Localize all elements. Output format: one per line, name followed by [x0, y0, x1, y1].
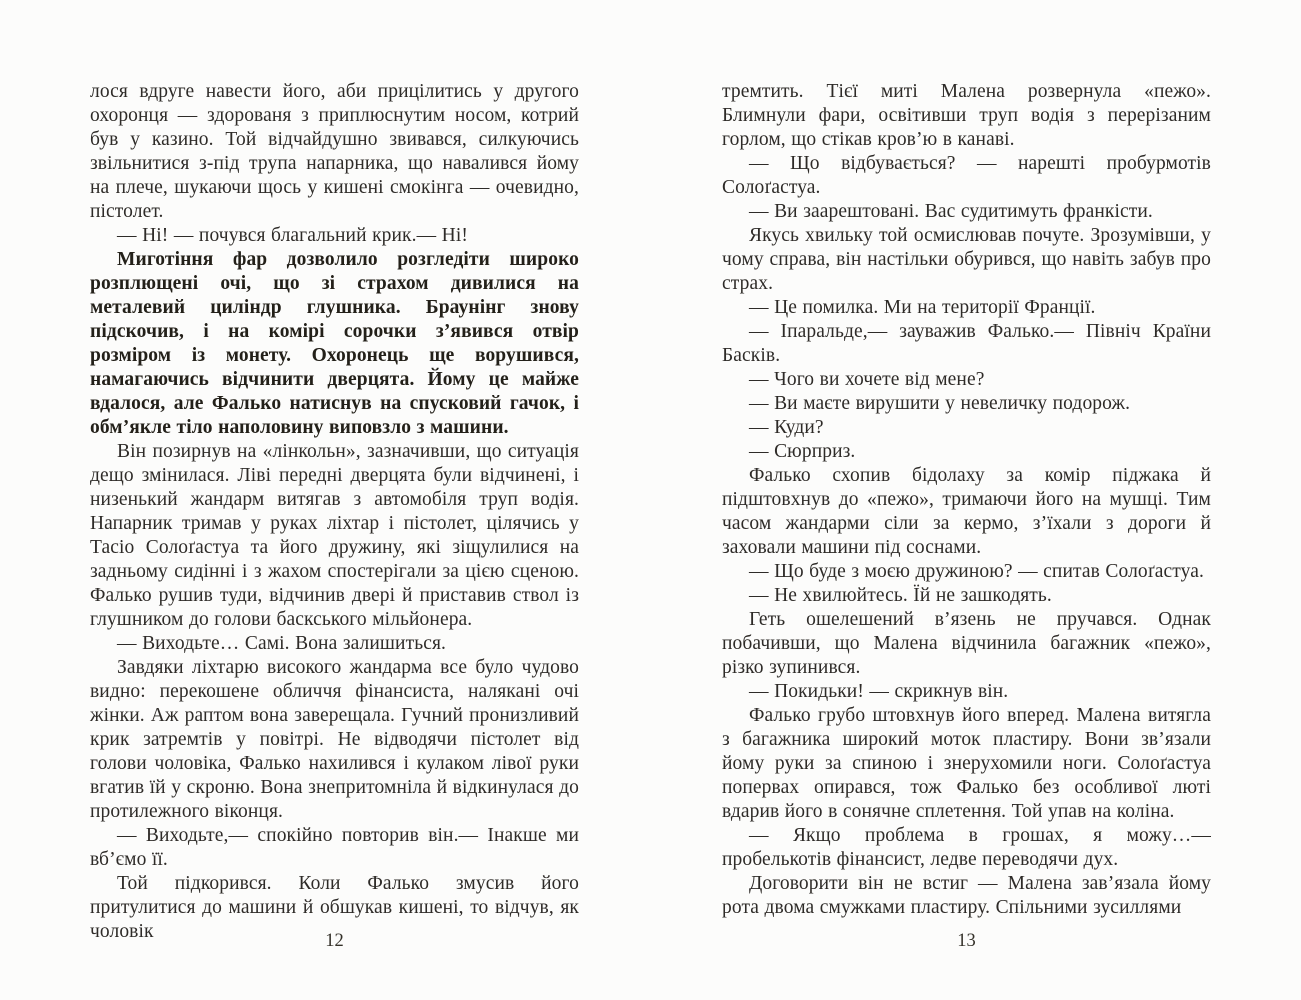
paragraph: — Покидьки! — скрикнув він. [749, 681, 1009, 702]
paragraph: — Сюрприз. [749, 441, 856, 462]
page-left-text [90, 80, 579, 944]
paragraph: Той підкорився. Коли Фалько змусив його притулитися до машини й обшукав кишені, то відчув, як чоловік [90, 873, 579, 942]
paragraph: Геть ошелешений в’язень не пручався. Однак побачивши, що Малена відчинила багажник «пежо», різко зупинився. [722, 609, 1211, 678]
paragraph: Якусь хвильку той осмислював почуте. Зрозумівши, у чому справа, він настільки обурився, що навіть забув про страх. [722, 225, 1211, 294]
paragraph: Миготіння фар дозволило розгледіти широко розплющені очі, що зі страхом дивилися на металевий циліндр глушника. Браунінг знову підскочив, і на комірі сорочки з’явився отвір розміром із монету. Охоронець ще ворушився, намагаючись відчинити дверцята. Йому це майже вдалося, але Фалько натиснув на спусковий гачок, і обм’якле тіло наполовину виповзло з машини. [90, 249, 579, 438]
paragraph: — Що відбувається? — нарешті пробурмотів Солоґастуа. [722, 153, 1211, 198]
paragraph: — Куди? [749, 417, 824, 438]
page-right-text [722, 80, 1211, 920]
paragraph: Він позирнув на «лінкольн», зазначивши, що ситуація дещо змінилася. Ліві передні дверцята були відчинені, і низенький жандарм витягав з автомобіля труп водія. Напарник тримав у руках ліхтар і пістолет, цілячись у Тасіо Солоґастуа та його дружину, які зіщулилися на задньому сидінні і з жахом спостерігали за цією сценою. Фалько рушив туди, відчинив двері й приставив ствол із глушником до голови баскського мільйонера. [90, 441, 579, 630]
page-number-left: 12 [325, 931, 344, 951]
paragraph: Договорити він не встиг — Малена зав’язала йому рота двома смужками пластиру. Спільними зусиллями [722, 873, 1211, 918]
paragraph: Фалько схопив бідолаху за комір піджака й підштовхнув до «пежо», тримаючи його на мушці. Тим часом жандарми сіли за кермо, з’їхали з дороги й заховали машини під соснами. [722, 465, 1211, 558]
paragraph: — Якщо проблема в грошах, я можу…— пробелькотів фінансист, ледве переводячи дух. [722, 825, 1211, 870]
page-number-right: 13 [957, 931, 976, 951]
paragraph: — Ні! — почувся благальний крик.— Ні! [117, 225, 468, 246]
paragraph: — Це помилка. Ми на території Франції. [749, 297, 1096, 318]
paragraph: — Іпаральде,— зауважив Фалько.— Північ Країни Басків. [722, 321, 1211, 366]
paragraph: — Не хвилюйтесь. Їй не зашкодять. [749, 585, 1052, 606]
paragraph: — Що буде з моєю дружиною? — спитав Солоґастуа. [749, 561, 1204, 582]
paragraph: Фалько грубо штовхнув його вперед. Малена витягла з багажника широкий моток пластиру. Вони зв’язали йому руки за спиною і знерухомили ноги. Солоґастуа попервах опирався, тож Фалько без особливої люті вдарив його в сонячне сплетення. Той упав на коліна. [722, 705, 1211, 822]
paragraph: — Чого ви хочете від мене? [749, 369, 985, 390]
paragraph: — Виходьте… Самі. Вона залишиться. [117, 633, 446, 654]
paragraph: лося вдруге навести його, аби прицілитись у другого охоронця — здорованя з приплюснутим носом, котрий був у казино. Той відчайдушно звивався, силкуючись звільнитися з-під трупа напарника, що навалився йому на плече, шукаючи щось у кишені смокінга — очевидно, пістолет. [90, 81, 579, 222]
paragraph: — Виходьте,— спокійно повторив він.— Інакше ми вб’ємо її. [90, 825, 579, 870]
paragraph: — Ви заарештовані. Вас судитимуть франкісти. [749, 201, 1153, 222]
paragraph: — Ви маєте вирушити у невеличку подорож. [749, 393, 1131, 414]
page-left [90, 80, 579, 980]
paragraph: тремтить. Тієї миті Малена розвернула «пежо». Блимнули фари, освітивши труп водія з перерізаним горлом, що стікав кров’ю в канаві. [722, 81, 1211, 150]
page-right [722, 80, 1211, 980]
paragraph: Завдяки ліхтарю високого жандарма все було чудово видно: перекошене обличчя фінансиста, налякані очі жінки. Аж раптом вона заверещала. Гучний пронизливий крик затремтів у повітрі. Не відводячи пістолет від голови чоловіка, Фалько нахилився і кулаком лівої руки вгатив їй у скроню. Вона знепритомніла й відкинулася до протилежного віконця. [90, 657, 579, 822]
